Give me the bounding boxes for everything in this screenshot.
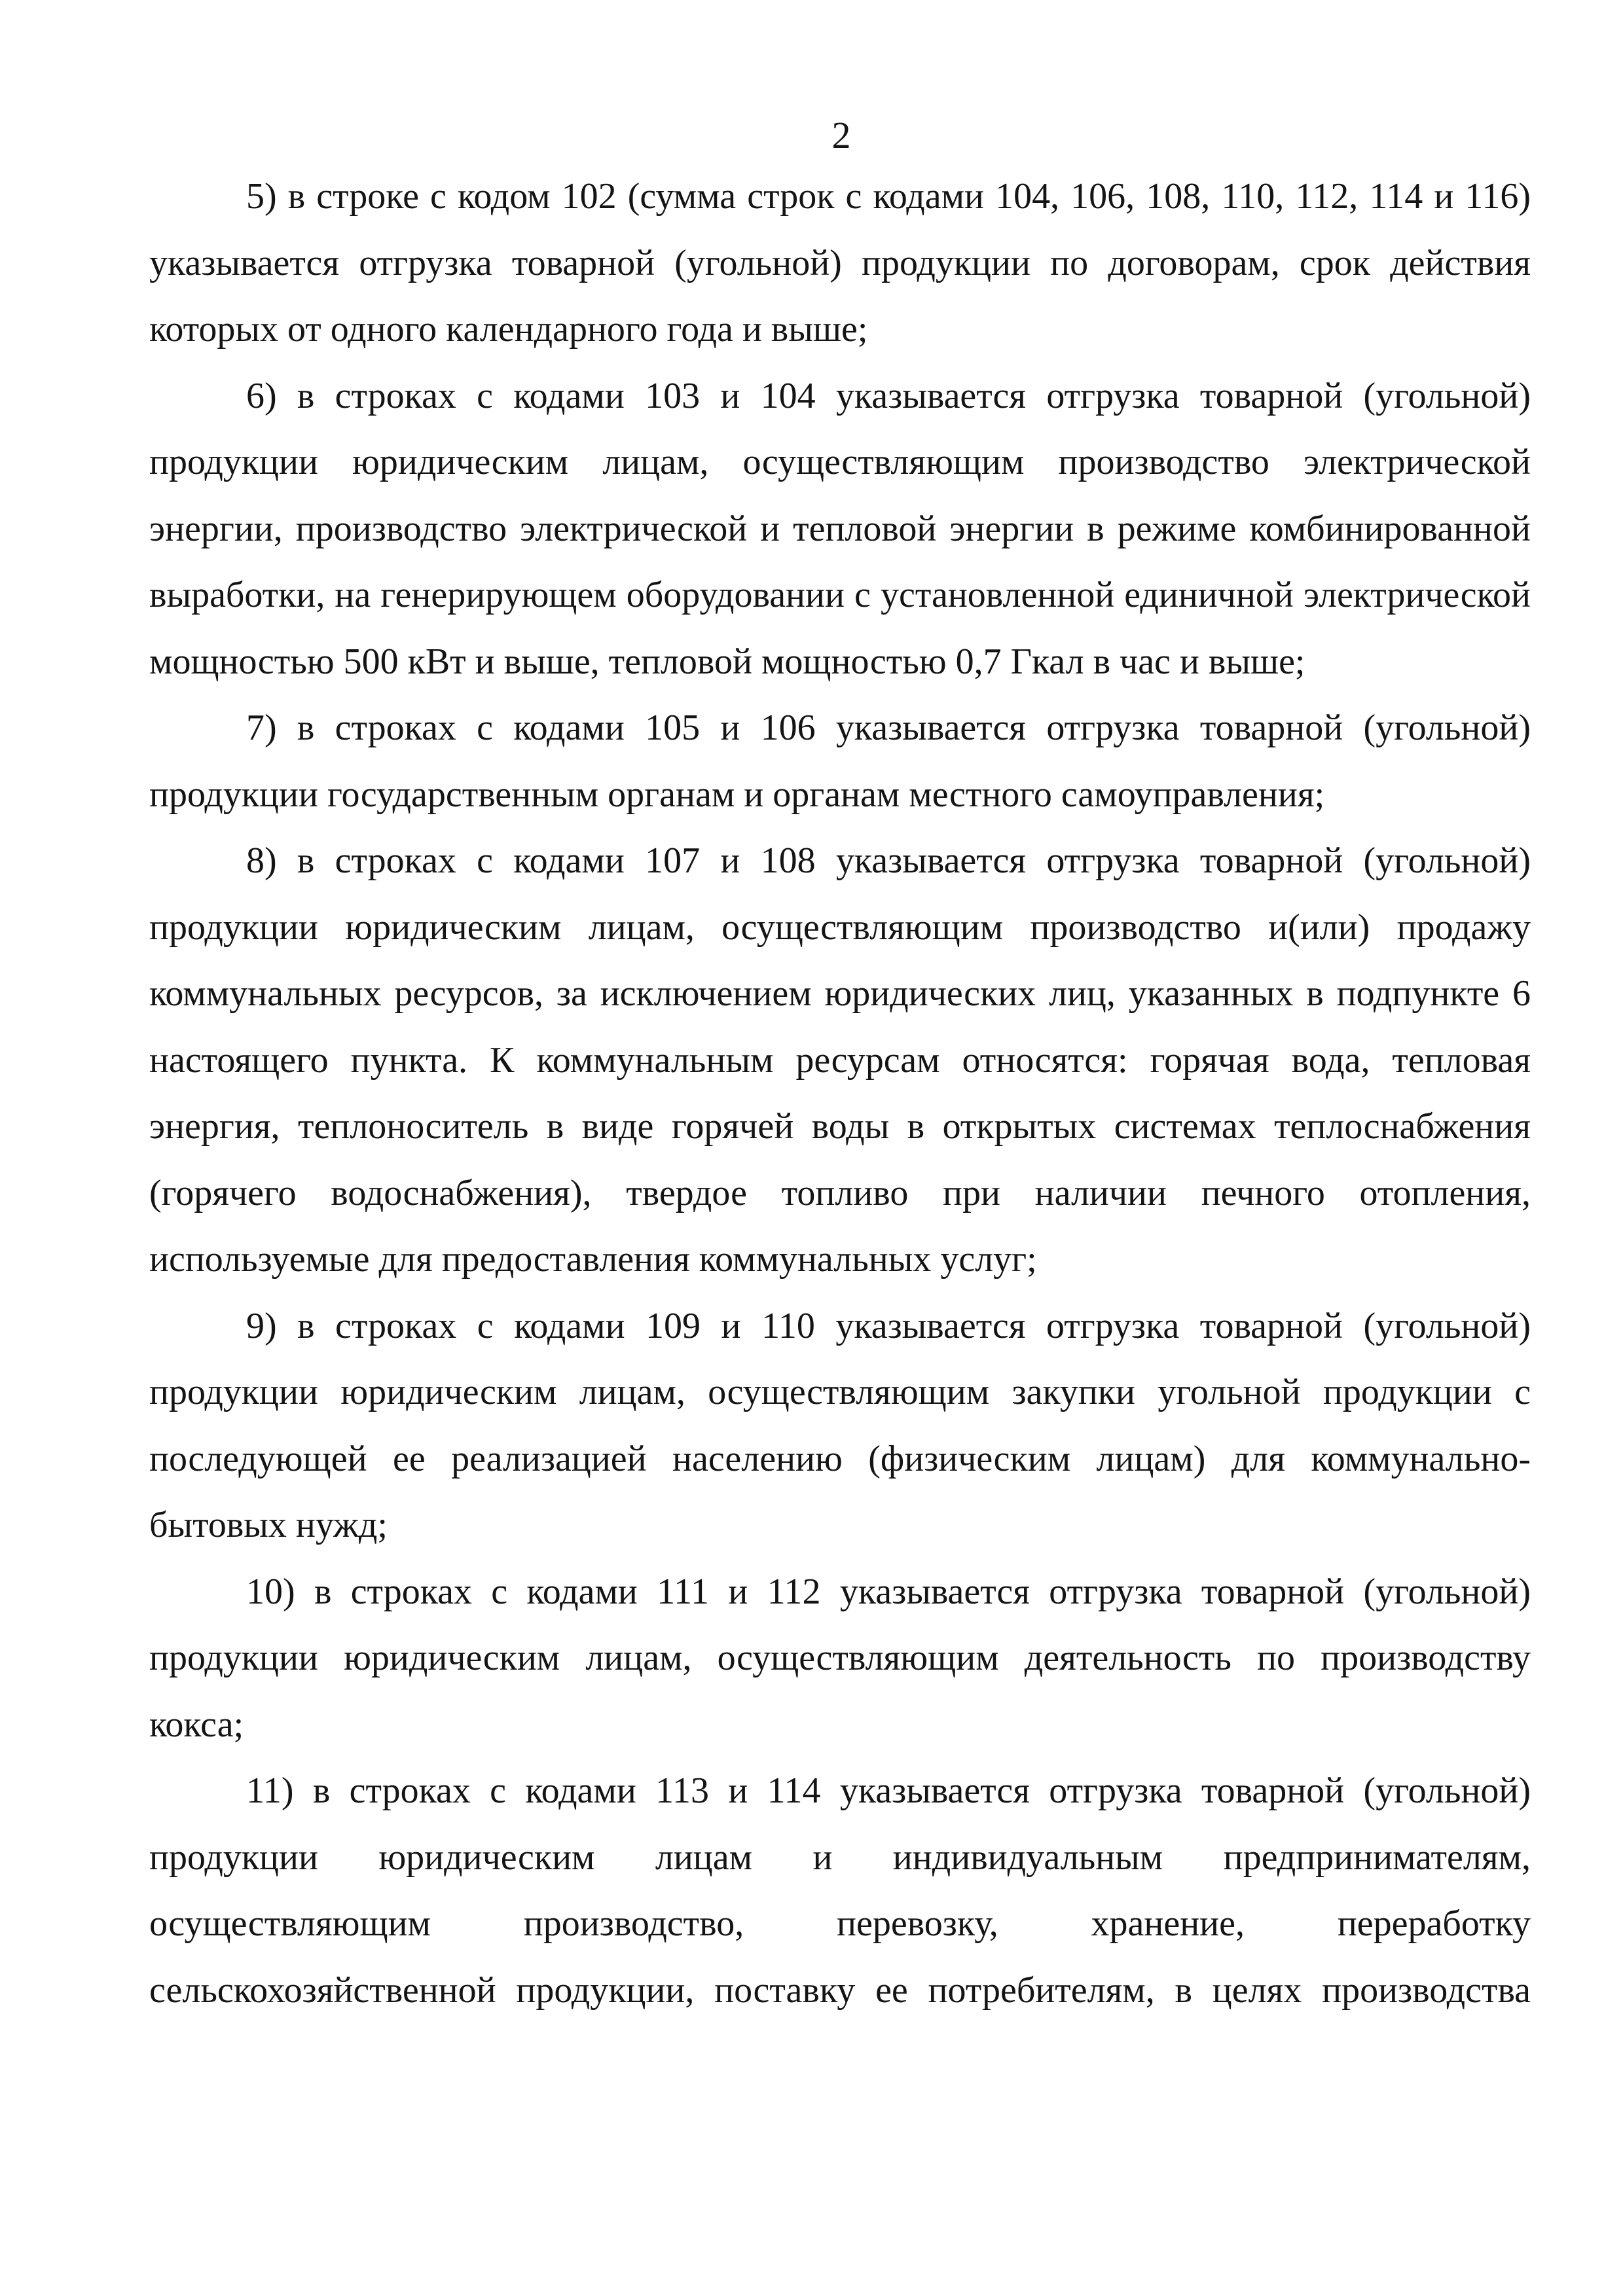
paragraph-7: 7) в строках с кодами 105 и 106 указывается отгрузка товарной (угольной) продукции государственным органам и органам местного самоуправления;: [149, 708, 1531, 815]
paragraph-11: 11) в строках с кодами 113 и 114 указывается отгрузка товарной (угольной) продукции юридическим лицам и индивидуальным предпринимателям, осуществляющим производство, перевозку, хранение, переработку сельскохозяйственной продукции, поставку ее потребителям, в целях производства: [149, 1770, 1531, 2011]
paragraph-10: 10) в строках с кодами 111 и 112 указывается отгрузка товарной (угольной) продукции юридическим лицам, осуществляющим деятельность по производству кокса;: [149, 1571, 1531, 1745]
paragraph-8: 8) в строках с кодами 107 и 108 указывается отгрузка товарной (угольной) продукции юридическим лицам, осуществляющим производство и(или) продажу коммунальных ресурсов, за исключением юридических лиц, указанных в подпункте 6 настоящего пункта. К коммунальным ресурсам относятся: горячая вода, тепловая энергия, теплоноситель в виде горячей воды в открытых системах теплоснабжения (горячего водоснабжения), твердое топливо при наличии печного отопления, используемые для предоставления коммунальных услуг;: [149, 840, 1531, 1280]
paragraph-9: 9) в строках с кодами 109 и 110 указывается отгрузка товарной (угольной) продукции юридическим лицам, осуществляющим закупки угольной продукции с последующей ее реализацией населению (физическим лицам) для коммунально-бытовых нужд;: [149, 1305, 1531, 1545]
paragraph-5: 5) в строке с кодом 102 (сумма строк с кодами 104, 106, 108, 110, 112, 114 и 116) указывается отгрузка товарной (угольной) продукции по договорам, срок действия которых от одного календарного года и выше;: [149, 176, 1531, 350]
document-body: [149, 164, 1531, 2024]
page-number: 2: [831, 114, 851, 156]
paragraph-6: 6) в строках с кодами 103 и 104 указывается отгрузка товарной (угольной) продукции юридическим лицам, осуществляющим производство электрической энергии, производство электрической и тепловой энергии в режиме комбинированной выработки, на генерирующем оборудовании с установленной единичной электрической мощностью 500 кВт и выше, тепловой мощностью 0,7 Гкал в час и выше;: [149, 375, 1531, 682]
